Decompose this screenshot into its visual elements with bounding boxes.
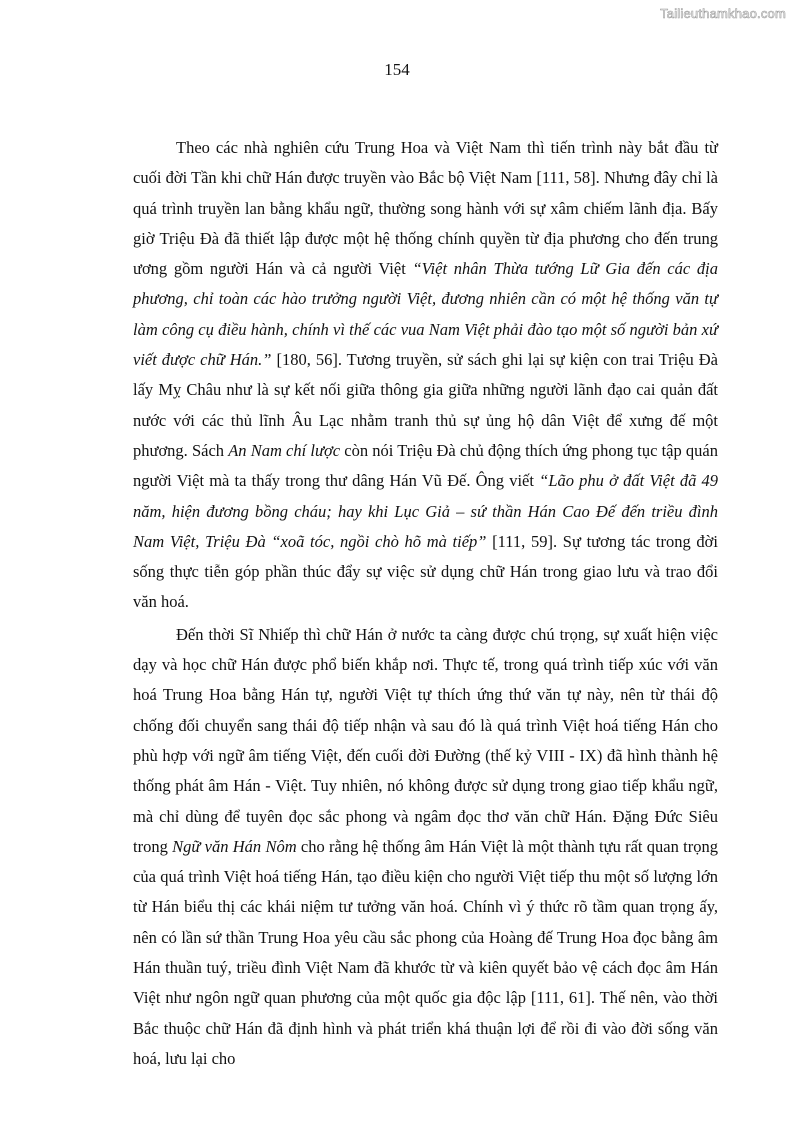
paragraph-1 [133,133,718,618]
quote-segment: “Việt nhân Thừa tướng Lữ Gia đến các địa phương, chỉ toàn các hào trưởng người Việt, đương nhiên cần có một hệ thống văn tự làm công cụ điều hành, chính vì thế các vua Nam Việt phải đào tạo một số người bản xứ viết được chữ Hán.” [133,259,718,370]
book-title: Ngữ văn Hán Nôm [172,836,297,856]
body-text [133,133,718,1074]
text-segment: cho rằng hệ thống âm Hán Việt là một thành tựu rất quan trọng của quá trình Việt hoá tiếng Hán, tạo điều kiện cho người Việt tiếp thu một số lượng lớn từ Hán biểu thị các khái niệm tư tưởng văn hoá. Chính vì ý thức rõ tầm quan trọng ấy, nên có lần sứ thần Trung Hoa yêu cầu sắc phong của Hoàng đế Trung Hoa đọc bằng âm Hán thuần tuý, triều đình Việt Nam đã khước từ và kiên quyết bảo vệ cách đọc âm Hán Việt như ngôn ngữ quan phương của một quốc gia độc lập [111, 61]. Thế nên, vào thời Bắc thuộc chữ Hán đã định hình và phát triển khá thuận lợi để rồi đi vào đời sống văn hoá, lưu lại cho [133,836,718,1068]
page-number: 154 [384,60,410,79]
text-segment: [180, 56]. Tương truyền, sử sách ghi lại sự kiện con trai Triệu Đà lấy Mỵ Châu như là sự kết nối giữa thông gia giữa những người lãnh đạo cai quản đất nước với các thủ lĩnh Âu Lạc nhằm tranh thủ sự ủng hộ dân Việt để xưng đế một phương. Sách [133,350,719,460]
text-segment: Theo các nhà nghiên cứu Trung Hoa và Việt Nam thì tiến trình này bắt đầu từ cuối đời Tần khi chữ Hán được truyền vào Bắc bộ Việt Nam [111, 58]. Nhưng đây chỉ là quá trình truyền lan bằng khẩu ngữ, thường song hành với sự xâm chiếm lãnh địa. Bấy giờ Triệu Đà đã thiết lập được một hệ thống chính quyền từ địa phương cho đến trung ương gồm người Hán và cả người Việt [133,138,718,279]
text-segment: Đến thời Sĩ Nhiếp thì chữ Hán ở nước ta càng được chú trọng, sự xuất hiện việc dạy và học chữ Hán được phổ biến khắp nơi. Thực tế, trong quá trình tiếp xúc với văn hoá Trung Hoa bằng Hán tự, người Việt tự thích ứng thứ văn tự này, nên từ thái độ chống đối chuyển sang thái độ tiếp nhận và sau đó là quá trình Việt hoá tiếng Hán cho phù hợp với ngữ âm tiếng Việt, đến cuối đời Đường (thế kỷ VIII - IX) đã hình thành hệ thống phát âm Hán - Việt. Tuy nhiên, nó không được sử dụng trong giao tiếp khẩu ngữ, mà chỉ dùng để tuyên đọc sắc phong và ngâm đọc thơ văn chữ Hán. Đặng Đức Siêu trong [133,624,718,856]
watermark: Tailieuthamkhao.com [660,6,786,21]
text-segment: còn nói Triệu Đà chủ động thích ứng phong tục tập quán người Việt mà ta thấy trong thư dâng Hán Vũ Đế. Ông viết [133,440,718,491]
quote-segment: “Lão phu ở đất Việt đã 49 năm, hiện đương bồng cháu; hay khi Lục Giả – sứ thần Hán Cao Đế đến triều đình Nam Việt, Triệu Đà “xoã tóc, ngồi chò hõ mà tiếp” [133,471,719,551]
paragraph-2 [133,620,718,1074]
text-segment: [111, 59]. Sự tương tác trong đời sống thực tiễn góp phần thúc đẩy sự việc sử dụng chữ Hán trong giao lưu và trao đổi văn hoá. [133,531,718,612]
book-title: An Nam chí lược [228,440,341,460]
